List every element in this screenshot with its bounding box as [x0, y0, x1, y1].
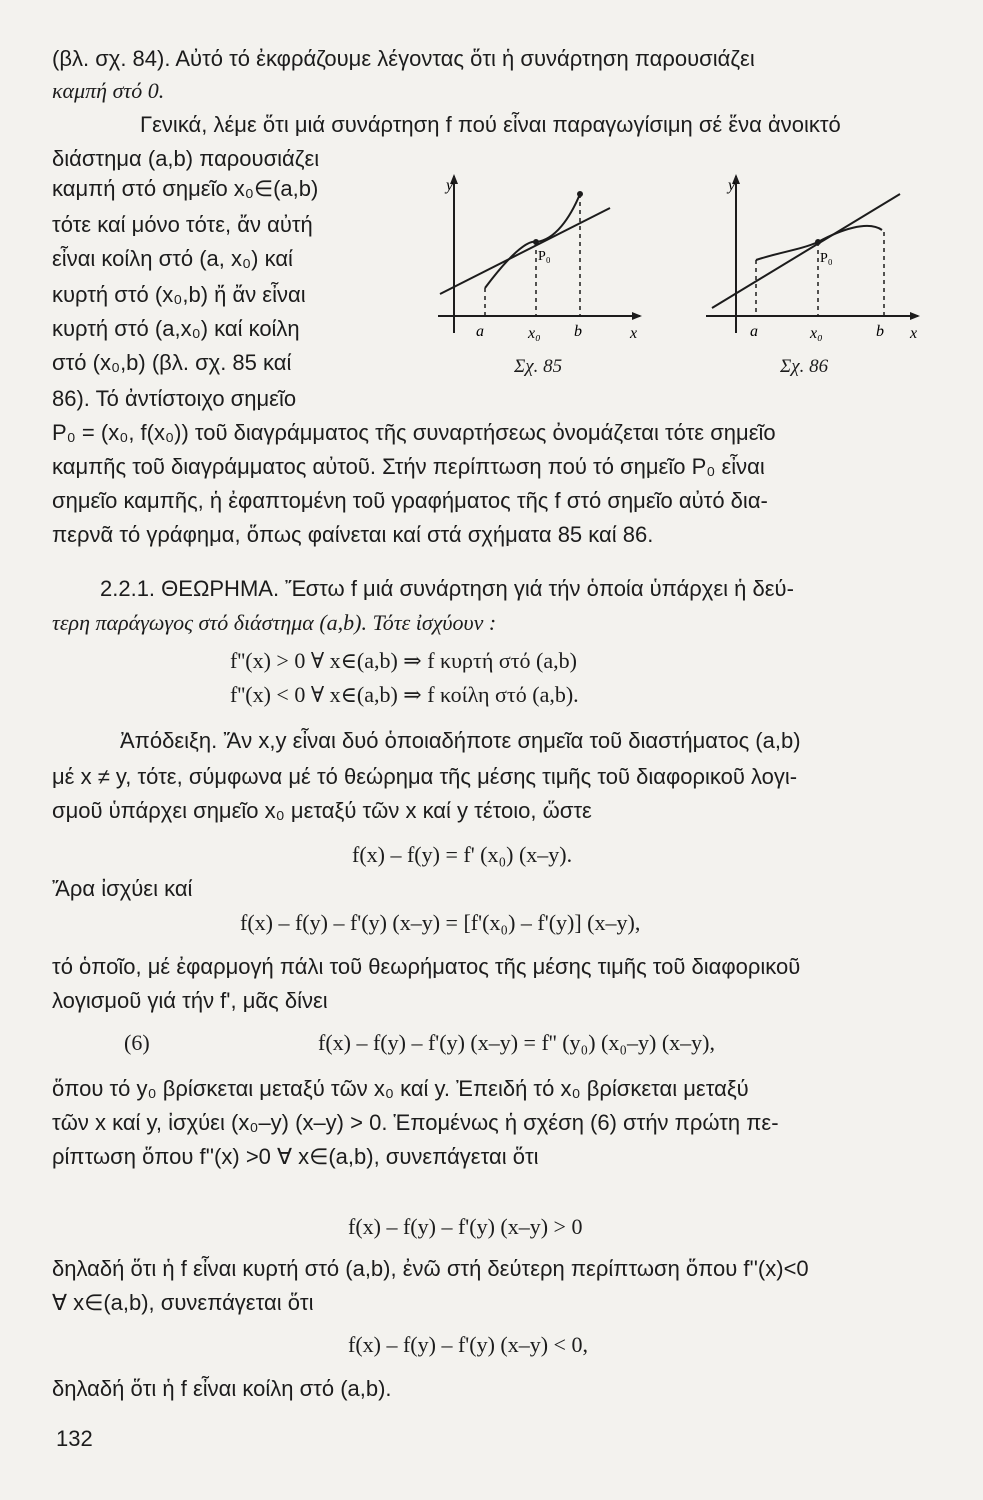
fig85-y-label: y	[446, 177, 454, 194]
fig85-x0-label: x₀	[528, 325, 541, 342]
figure-86-graphic	[700, 168, 930, 378]
equation: f''(x) > 0 ∀ x∈(a,b) ⇒ f κυρτή στό (a,b)	[230, 648, 577, 673]
text-line: ὅπου τό y₀ βρίσκεται μεταξύ τῶν x₀ καί y. Ἐπειδή τό x₀ βρίσκεται μεταξύ	[52, 1076, 749, 1101]
page-number: 132	[56, 1426, 93, 1451]
text-line: Ἀπόδειξη. Ἄν x,y εἶναι δυό ὁποιαδήποτε σημεῖα τοῦ διαστήματος (a,b)	[120, 728, 801, 753]
text-line: κυρτή στό (x₀,b) ἤ ἄν εἶναι	[52, 282, 306, 307]
fig86-b-label: b	[876, 323, 884, 340]
figure-85	[430, 168, 650, 378]
equation: f(x) – f(y) – f'(y) (x–y) = [f'(x₀) – f'(y)] (x–y),	[240, 910, 641, 935]
text-line: δηλαδή ὅτι ἡ f εἶναι κυρτή στό (a,b), ἐνῶ στή δεύτερη περίπτωση ὅπου f''(x)<0	[52, 1256, 809, 1281]
fig86-p0-label: P₀	[820, 251, 833, 266]
text-line: λογισμοῦ γιά τήν f', μᾶς δίνει	[52, 988, 328, 1013]
equation: f(x) – f(y) – f'(y) (x–y) < 0,	[348, 1332, 588, 1357]
fig85-p0-label: P₀	[538, 249, 551, 264]
text-line: ρίπτωση ὅπου f''(x) >0 ∀ x∈(a,b), συνεπάγεται ὅτι	[52, 1144, 539, 1169]
text-line: κυρτή στό (a,x₀) καί κοίλη	[52, 316, 300, 341]
figure-86-caption: Σχ. 86	[780, 356, 829, 377]
text-line: 86). Τό ἀντίστοιχο σημεῖο	[52, 386, 297, 411]
text-line: μέ x ≠ y, τότε, σύμφωνα μέ τό θεώρημα τῆς μέσης τιμῆς τοῦ διαφορικοῦ λογι-	[52, 764, 798, 789]
equation: f(x) – f(y) = f' (x₀) (x–y).	[352, 842, 573, 867]
text-line: διάστημα (a,b) παρουσιάζει	[52, 146, 320, 171]
text-line: τῶν x καί y, ἰσχύει (x₀–y) (x–y) > 0. Ἑπομένως ἡ σχέση (6) στήν πρώτη πε-	[52, 1110, 779, 1135]
fig85-x-label: x	[630, 325, 638, 342]
text-line: Γενικά, λέμε ὅτι μιά συνάρτηση f πού εἶναι παραγωγίσιμη σέ ἕνα ἀνοικτό	[140, 112, 841, 137]
text-line: περνᾶ τό γράφημα, ὅπως φαίνεται καί στά σχήματα 85 καί 86.	[52, 522, 654, 547]
text-line: τό ὁποῖο, μέ ἐφαρμογή πάλι τοῦ θεωρήματος τῆς μέσης τιμῆς τοῦ διαφορικοῦ	[52, 954, 801, 979]
text-line: σμοῦ ὑπάρχει σημεῖο x₀ μεταξύ τῶν x καί y τέτοιο, ὥστε	[52, 798, 592, 823]
equation: f''(x) < 0 ∀ x∈(a,b) ⇒ f κοίλη στό (a,b).	[230, 682, 579, 707]
figure-85-graphic	[430, 168, 650, 378]
fig86-x0-label: x₀	[810, 325, 823, 342]
theorem-heading: 2.2.1. ΘΕΩΡΗΜΑ. Ἔστω f μιά συνάρτηση γιά τήν ὁποία ὑπάρχει ἡ δεύ-	[100, 576, 794, 601]
text-line: καμπῆς τοῦ διαγράμματος αὐτοῦ. Στήν περίπτωση πού τό σημεῖο P₀ εἶναι	[52, 454, 765, 479]
equation-number: (6)	[124, 1030, 150, 1055]
text-line: εἶναι κοίλη στό (a, x₀) καί	[52, 246, 293, 271]
fig85-b-label: b	[574, 323, 582, 340]
fig85-a-label: a	[476, 323, 484, 340]
text-line: τερη παράγωγος στό διάστημα (a,b). Τότε ἰσχύουν :	[52, 610, 497, 635]
figure-85-caption: Σχ. 85	[514, 356, 563, 377]
fig86-y-label: y	[728, 177, 736, 194]
text-line: στό (x₀,b) (βλ. σχ. 85 καί	[52, 350, 292, 375]
equation: f(x) – f(y) – f'(y) (x–y) = f'' (y₀) (x₀–y) (x–y),	[318, 1030, 716, 1055]
fig86-a-label: a	[750, 323, 758, 340]
figure-86	[700, 168, 930, 378]
text-line: δηλαδή ὅτι ἡ f εἶναι κοίλη στό (a,b).	[52, 1376, 392, 1401]
text-line: ∀ x∈(a,b), συνεπάγεται ὅτι	[52, 1290, 314, 1315]
text-line: σημεῖο καμπῆς, ἡ ἐφαπτομένη τοῦ γραφήματος τῆς f στό σημεῖο αὐτό δια-	[52, 488, 768, 513]
text-line: Ἄρα ἰσχύει καί	[52, 876, 193, 901]
text-line: P₀ = (x₀, f(x₀)) τοῦ διαγράμματος τῆς συναρτήσεως ὀνομάζεται τότε σημεῖο	[52, 420, 776, 445]
text-line: (βλ. σχ. 84). Αὐτό τό ἐκφράζουμε λέγοντας ὅτι ἡ συνάρτηση παρουσιάζει	[52, 46, 755, 71]
fig86-x-label: x	[910, 325, 918, 342]
text-line: τότε καί μόνο τότε, ἄν αὐτή	[52, 212, 313, 237]
text-line: καμπή στό 0.	[52, 78, 165, 103]
equation: f(x) – f(y) – f'(y) (x–y) > 0	[348, 1214, 583, 1239]
text-line: καμπή στό σημεῖο x₀∈(a,b)	[52, 176, 319, 201]
